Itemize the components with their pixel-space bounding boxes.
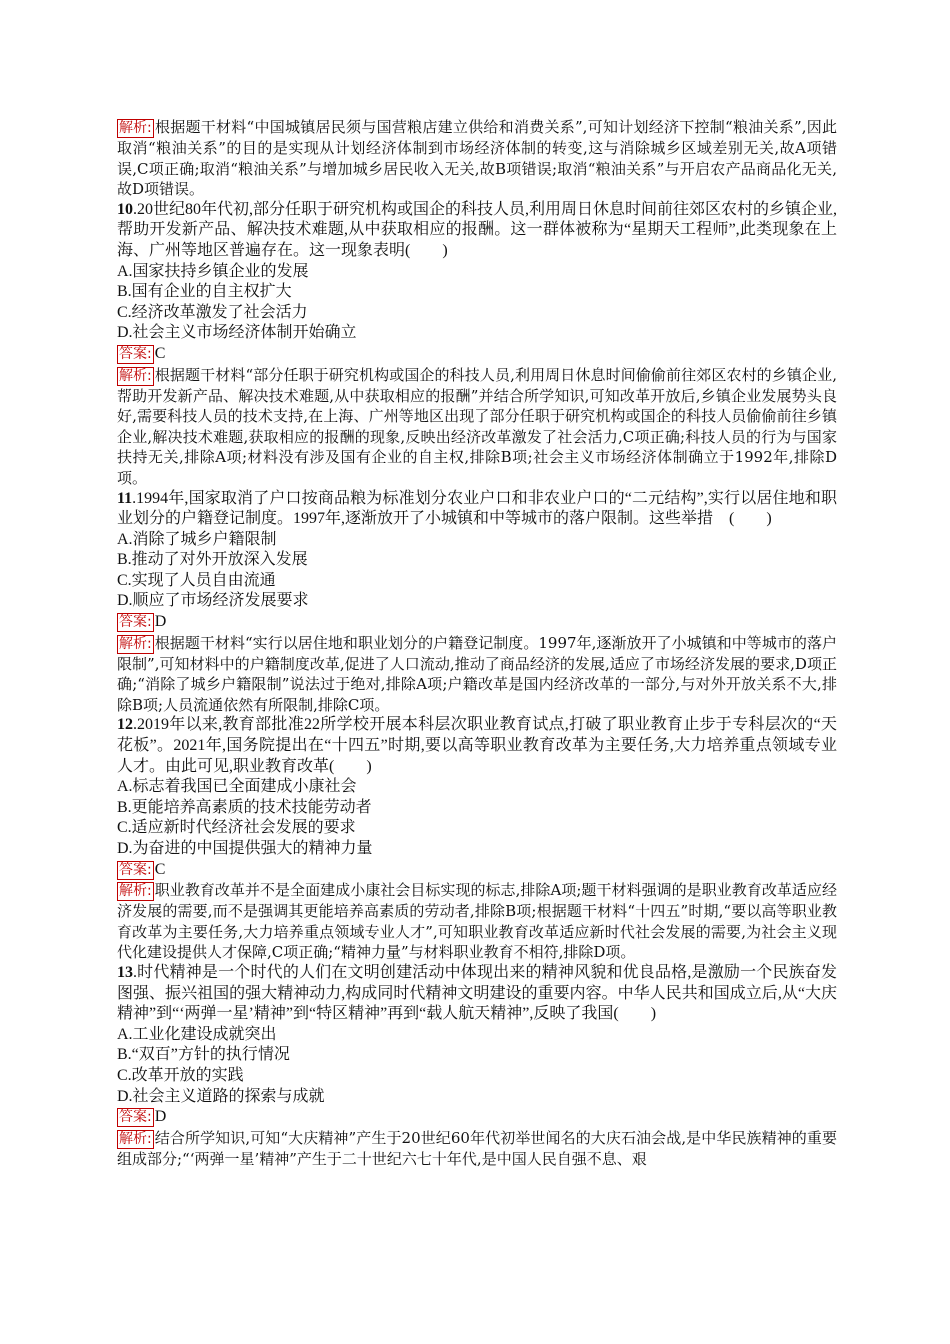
analysis-label: 解析: — [119, 883, 152, 900]
question-number: 12 — [117, 716, 133, 734]
analysis-label: 解析: — [119, 635, 152, 652]
question-text: .2019年以来,教育部批准22所学校开展本科层次职业教育试点,打破了职业教育止步于专科层次的“天花板”。2021年,国务院提出在“十四五”时期,要以高等职业教育改革为主要任务,大力培养重点领域专业人才。由此可见,职业教育改革( ) — [117, 716, 837, 775]
analysis-paragraph — [117, 633, 837, 716]
answer-option: A.消除了城乡户籍限制 — [117, 530, 277, 548]
analysis-text: 根据题干材料“实行以居住地和职业划分的户籍登记制度。1997年,逐渐放开了小城镇和中等城市的落户限制”,可知材料中的户籍制度改革,促进了人口流动,推动了商品经济的发展,适应了市场经济发展的要求,D项正确;“消除了城乡户籍限制”说法过于绝对,排除A项;户籍改革是国内经济改革的一部分,与对外开放关系不大,排除B项;人员流通依然有所限制,排除C项。 — [117, 633, 837, 714]
answer-value: D — [154, 613, 167, 631]
analysis-label: 解析: — [119, 1130, 152, 1147]
answer-label: 答案: — [119, 345, 152, 362]
analysis-paragraph — [117, 117, 837, 200]
answer-option: C.实现了人员自由流通 — [117, 571, 276, 589]
answer-option: C.经济改革激发了社会活力 — [117, 303, 308, 321]
answer-label: 答案: — [119, 614, 152, 631]
answer-line — [117, 612, 837, 633]
document-page — [117, 117, 837, 1169]
answer-option: B.“双百”方针的执行情况 — [117, 1046, 290, 1064]
answer-line — [117, 1107, 837, 1128]
question-text: .1994年,国家取消了户口按商品粮为标准划分农业户口和非农业户口的“二元结构”,实行以居住地和职业划分的户籍登记制度。1997年,逐渐放开了小城镇和中等城市的落户限制。这些举措 ( ) — [117, 489, 837, 528]
answer-line — [117, 344, 837, 365]
question-13 — [117, 963, 837, 1025]
analysis-paragraph — [117, 880, 837, 963]
analysis-label: 解析: — [119, 367, 152, 384]
question-text: .时代精神是一个时代的人们在文明创建活动中体现出来的精神风貌和优良品格,是激励一个民族奋发图强、振兴祖国的强大精神动力,构成同时代精神文明建设的重要内容。中华人民共和国成立后,从“大庆精神”到“‘两弹一星’精神”到“特区精神”再到“载人航天精神”,反映了我国( ) — [117, 963, 837, 1023]
answer-option: D.为奋进的中国提供强大的精神力量 — [117, 840, 373, 857]
question-text: .20世纪80年代初,部分任职于研究机构或国企的科技人员,利用周日休息时间前往郊区农村的乡镇企业,帮助开发新产品、解决技术难题,从中获取相应的报酬。这一群体被称为“星期天工程师”,此类现象在上海、广州等地区普遍存在。这一现象表明( ) — [117, 200, 838, 259]
answer-value: C — [154, 344, 166, 362]
answer-option: C.适应新时代经济社会发展的要求 — [117, 819, 356, 837]
answer-option: B.国有企业的自主权扩大 — [117, 283, 292, 301]
analysis-paragraph — [117, 365, 837, 489]
answer-value: C — [154, 860, 166, 878]
answer-option: A.标志着我国已全面建成小康社会 — [117, 778, 357, 796]
analysis-paragraph — [117, 1128, 837, 1170]
analysis-text: 根据题干材料“部分任职于研究机构或国企的科技人员,利用周日休息时间偷偷前往郊区农村的乡镇企业,帮助开发新产品、解决技术难题,从中获取相应的报酬”并结合所学知识,可知改革开放后,乡镇企业发展势头良好,需要科技人员的技术支持,在上海、广州等地区出现了部分任职于研究机构或国企的科技人员偷偷前往乡镇企业,解决技术难题,获取相应的报酬的现象,反映出经济改革激发了社会活力,C项正确;科技人员的行为与国家扶持无关,排除A项;材料没有涉及国有企业的自主权,排除B项;社会主义市场经济体制确立于1992年,排除D项。 — [117, 365, 837, 487]
answer-option: D.社会主义道路的探索与成就 — [117, 1087, 325, 1105]
analysis-label: 解析: — [119, 120, 152, 136]
answer-value: D — [154, 1108, 167, 1126]
question-11 — [117, 489, 837, 530]
answer-option: A.工业化建设成就突出 — [117, 1025, 277, 1043]
analysis-text: 结合所学知识,可知“大庆精神”产生于20世纪60年代初举世闻名的大庆石油会战,是中华民族精神的重要组成部分;“‘两弹一星’精神”产生于二十世纪六七十年代,是中国人民自强不息、艰 — [117, 1128, 837, 1168]
answer-label: 答案: — [119, 1109, 152, 1126]
answer-option: D.社会主义市场经济体制开始确立 — [117, 324, 357, 342]
answer-option: A.国家扶持乡镇企业的发展 — [117, 262, 309, 280]
answer-label: 答案: — [119, 861, 152, 878]
answer-option: C.改革开放的实践 — [117, 1066, 244, 1084]
question-12 — [117, 715, 837, 777]
answer-option: B.更能培养高素质的技术技能劳动者 — [117, 798, 372, 816]
question-number: 13 — [117, 963, 133, 981]
analysis-text: 职业教育改革并不是全面建成小康社会目标实现的标志,排除A项;题干材料强调的是职业教育改革适应经济发展的需要,而不是强调其更能培养高素质的劳动者,排除B项;根据题干材料“十四五”时期,“要以高等职业教育改革为主要任务,大力培养重点领域专业人才”,可知职业教育改革适应新时代社会发展的需要,为社会主义现代化建设提供人才保障,C项正确;“精神力量”与材料职业教育不相符,排除D项。 — [117, 881, 837, 962]
question-10 — [117, 200, 837, 262]
analysis-text: 根据题干材料“中国城镇居民须与国营粮店建立供给和消费关系”,可知计划经济下控制“粮油关系”,因此取消“粮油关系”的目的是实现从计划经济体制到市场经济体制的转变,这与消除城乡区域差别无关,故A项错误,C项正确;取消“粮油关系”与增加城乡居民收入无关,故B项错误;取消“粮油关系”与开启农产品商品化无关,故D项错误。 — [117, 118, 837, 199]
answer-line — [117, 860, 837, 881]
answer-option: D.顺应了市场经济发展要求 — [117, 592, 309, 610]
question-number: 10 — [117, 200, 133, 218]
question-number: 11 — [117, 489, 133, 507]
answer-option: B.推动了对外开放深入发展 — [117, 551, 308, 569]
